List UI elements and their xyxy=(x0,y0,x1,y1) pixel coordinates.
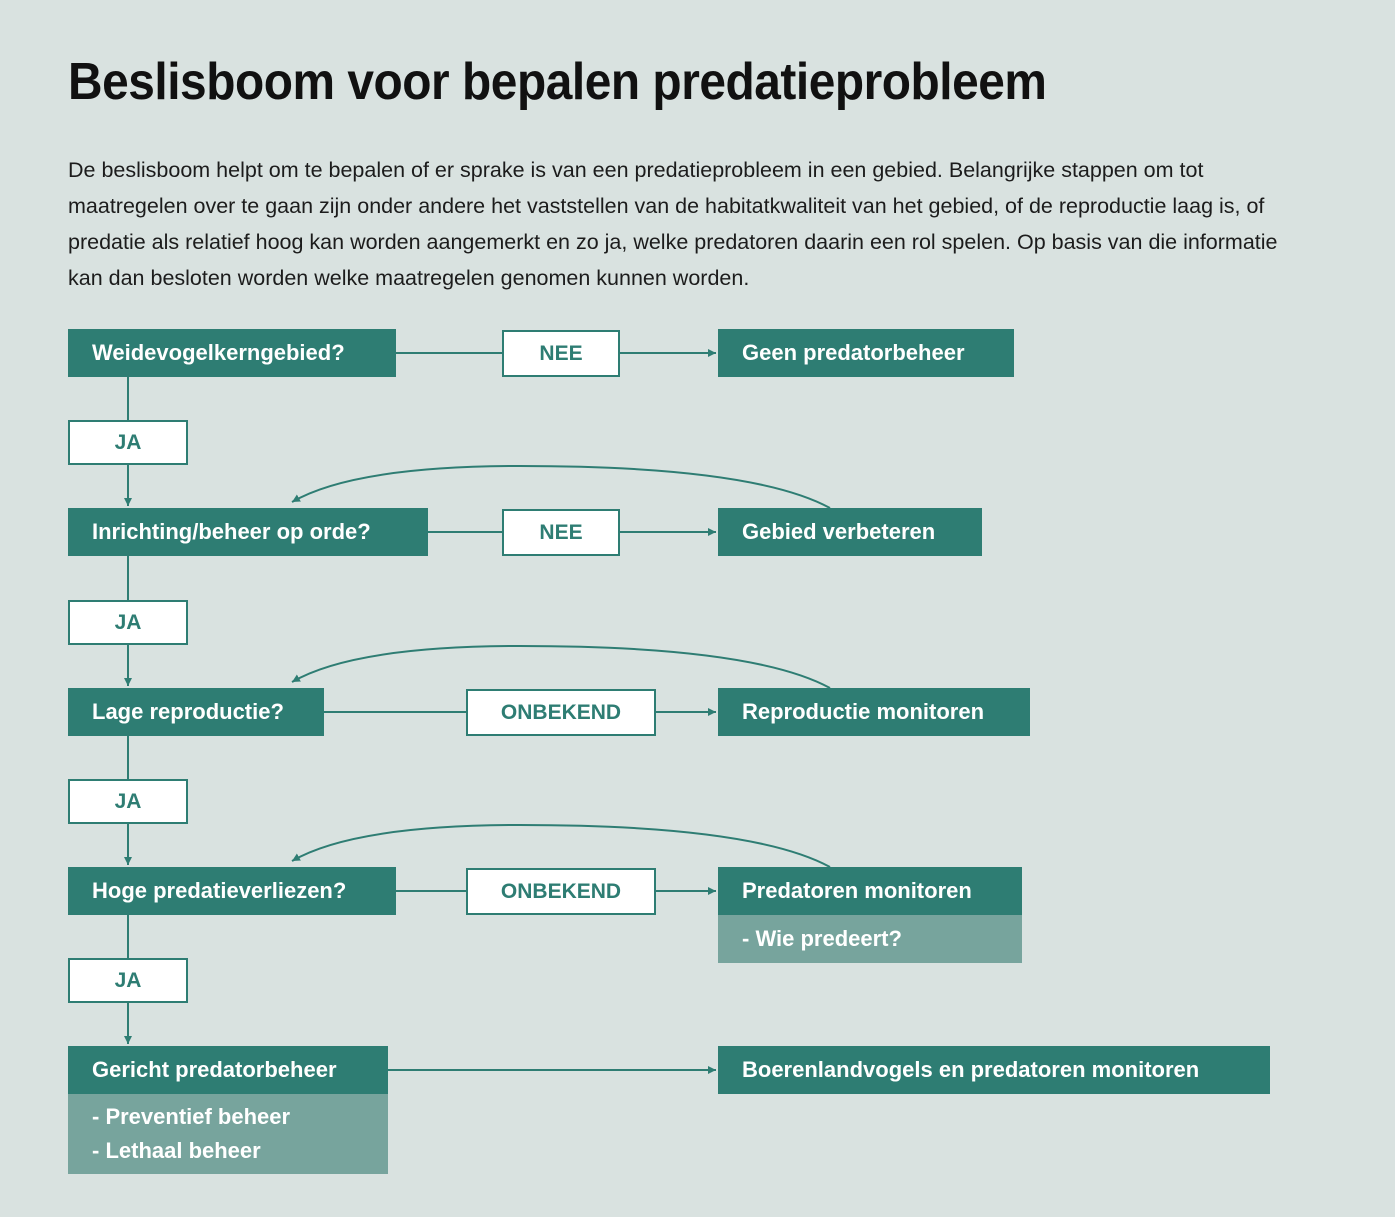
outcome-box-2: Gebied verbeteren xyxy=(718,508,982,556)
management-details xyxy=(68,1094,388,1174)
outcome-box-4: Predatoren monitoren xyxy=(718,867,1022,915)
side-label-1: NEE xyxy=(502,330,620,377)
outcome-box-3: Reproductie monitoren xyxy=(718,688,1030,736)
return-arrow-2 xyxy=(292,646,830,688)
question-box-1: Weidevogelkerngebied? xyxy=(68,329,396,377)
outcome-box-1: Geen predatorbeheer xyxy=(718,329,1014,377)
side-label-2: NEE xyxy=(502,509,620,556)
yes-label-3: JA xyxy=(68,779,188,824)
question-box-4: Hoge predatieverliezen? xyxy=(68,867,396,915)
yes-label-1: JA xyxy=(68,420,188,465)
management-detail-1: - Preventief beheer xyxy=(92,1104,291,1129)
outcome-box-5: Boerenlandvogels en predatoren monitoren xyxy=(718,1046,1270,1094)
yes-label-4: JA xyxy=(68,958,188,1003)
return-arrow-1 xyxy=(292,466,830,508)
predators-detail-1: - Wie predeert? xyxy=(742,926,902,951)
side-label-3: ONBEKEND xyxy=(466,689,656,736)
question-box-3: Lage reproductie? xyxy=(68,688,324,736)
return-arrow-3 xyxy=(292,825,830,867)
page-title: Beslisboom voor bepalen predatieprobleem xyxy=(68,53,1047,111)
management-detail-2: - Lethaal beheer xyxy=(92,1138,261,1163)
predators-details xyxy=(718,915,1022,963)
side-label-4: ONBEKEND xyxy=(466,868,656,915)
action-box-management: Gericht predatorbeheer xyxy=(68,1046,388,1094)
intro-text: De beslisboom helpt om te bepalen of er sprake is van een predatieprobleem in een gebied. Belangrijke stappen om tot maatregelen over te gaan zijn onder andere het vaststellen van de habitatkwaliteit van het gebied, of de reproductie laag is, of predatie als relatief hoog kan worden aangemerkt en zo ja, welke predatoren daarin een rol spelen. Op basis van die informatie kan dan besloten worden welke maatregelen genomen kunnen worden. xyxy=(68,158,1278,290)
question-box-2: Inrichting/beheer op orde? xyxy=(68,508,428,556)
yes-label-2: JA xyxy=(68,600,188,645)
